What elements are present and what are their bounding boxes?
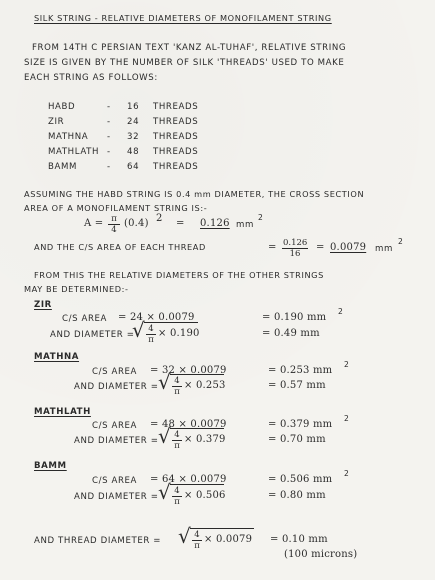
four-over-pi-fraction: [192, 530, 202, 551]
square-root-icon: √: [132, 318, 145, 342]
thread-diameter-result: = 0.10 mm: [270, 534, 328, 545]
area-label: C/S AREA: [92, 476, 138, 486]
square-root-icon: √: [158, 370, 171, 394]
fraction-denominator: π: [148, 335, 154, 345]
diameter-label: AND DIAMETER =: [74, 382, 159, 392]
string-threads: 48: [127, 147, 140, 157]
thread-area-result: 0.0079: [330, 242, 367, 253]
intro-line-3: EACH STRING AS FOLLOWS:: [24, 73, 158, 83]
fraction-denominator: π: [174, 441, 180, 451]
fraction-denominator: π: [174, 497, 180, 507]
thread-diameter-microns: (100 microns): [284, 549, 358, 560]
string-unit: THREADS: [153, 102, 199, 112]
string-name: MATHNA: [48, 132, 89, 142]
string-threads: 64: [127, 162, 140, 172]
area-expression: = 64 × 0.0079: [150, 474, 227, 485]
diameter-result: = 0.70 mm: [268, 434, 326, 445]
fraction-denominator: π: [174, 387, 180, 397]
area-label: C/S AREA: [62, 314, 108, 324]
four-over-pi-fraction: [172, 376, 182, 397]
thread-area-fraction: [282, 238, 308, 259]
fraction-numerator: 4: [146, 324, 156, 335]
area-expression: = 48 × 0.0079: [150, 419, 227, 430]
area-result: = 0.506 mm: [268, 474, 333, 485]
string-dash: -: [107, 102, 111, 112]
square-root-bar: [190, 528, 254, 529]
area-result-exponent: 2: [344, 414, 350, 423]
four-over-pi-fraction: [146, 324, 156, 345]
string-unit: THREADS: [153, 132, 199, 142]
area-result: = 0.379 mm: [268, 419, 333, 430]
assume-line-2: AREA OF A MONOFILAMENT STRING IS:-: [24, 203, 208, 213]
pi-over-4-fraction: [108, 214, 120, 235]
diameter-label: AND DIAMETER =: [50, 330, 135, 340]
string-name: BAMM: [48, 162, 78, 172]
fraction-numerator: 4: [172, 486, 182, 497]
area-label: C/S AREA: [92, 421, 138, 431]
string-name: ZIR: [48, 117, 65, 127]
square-root-icon: √: [158, 480, 171, 504]
from-this-line-1: FROM THIS THE RELATIVE DIAMETERS OF THE OTHER STRINGS: [34, 270, 324, 280]
from-this-line-2: MAY BE DETERMINED:-: [24, 284, 129, 294]
fraction-numerator: 0.126: [283, 238, 308, 248]
string-dash: -: [107, 117, 111, 127]
diameter-result: = 0.57 mm: [268, 380, 326, 391]
diameter-result: = 0.49 mm: [262, 328, 320, 339]
area-result: = 0.190 mm: [262, 312, 327, 323]
string-threads: 32: [127, 132, 140, 142]
string-name: HABD: [48, 102, 76, 112]
assume-line-1: ASSUMING THE HABD STRING IS 0.4 mm DIAMETER, THE CROSS SECTION: [24, 189, 365, 199]
string-dash: -: [107, 162, 111, 172]
area-result-exponent: 2: [344, 360, 350, 369]
intro-line-2: SIZE IS GIVEN BY THE NUMBER OF SILK 'THREADS' USED TO MAKE: [24, 58, 345, 68]
thread-area-text: AND THE C/S AREA OF EACH THREAD: [34, 242, 206, 252]
diameter-factor: × 0.506: [184, 490, 226, 501]
thread-diameter-factor: × 0.0079: [204, 534, 253, 545]
diameter-label: AND DIAMETER =: [74, 436, 159, 446]
square-root-bar: [170, 374, 224, 375]
string-name: MATHLATH: [48, 147, 100, 157]
string-dash: -: [107, 132, 111, 142]
area-result: = 0.253 mm: [268, 365, 333, 376]
fraction-numerator: 4: [192, 530, 202, 541]
diameter-factor: × 0.253: [184, 380, 226, 391]
equals-sign: =: [268, 242, 277, 253]
area-result-exponent: 2: [338, 307, 344, 316]
diameter-label: AND DIAMETER =: [74, 492, 159, 502]
area-label: C/S AREA: [92, 367, 138, 377]
fraction-denominator: 4: [111, 225, 117, 235]
thread-area-unit: mm: [375, 244, 393, 254]
area-expression: = 32 × 0.0079: [150, 365, 227, 376]
area-lhs: A =: [84, 218, 104, 229]
diameter-factor: × 0.379: [184, 434, 226, 445]
square-root-bar: [170, 428, 224, 429]
thread-diameter-label: AND THREAD DIAMETER =: [34, 536, 162, 546]
area-expression: = 24 × 0.0079: [118, 312, 195, 323]
section-heading: MATHLATH: [34, 407, 91, 417]
page-title: SILK STRING - RELATIVE DIAMETERS OF MONOFILAMENT STRING: [34, 13, 332, 23]
string-dash: -: [107, 147, 111, 157]
section-heading: MATHNA: [34, 352, 80, 362]
diameter-term: (0.4): [124, 218, 149, 229]
string-unit: THREADS: [153, 162, 199, 172]
section-heading: ZIR: [34, 300, 52, 310]
four-over-pi-fraction: [172, 486, 182, 507]
square-root-bar: [170, 484, 224, 485]
diameter-result: = 0.80 mm: [268, 490, 326, 501]
equals-sign: =: [176, 218, 185, 229]
section-heading: BAMM: [34, 461, 67, 471]
area-result: 0.126: [200, 218, 230, 229]
fraction-denominator: π: [194, 541, 200, 551]
intro-line-1: FROM 14TH C PERSIAN TEXT 'KANZ AL-TUHAF', RELATIVE STRING: [32, 43, 347, 53]
string-unit: THREADS: [153, 147, 199, 157]
string-threads: 24: [127, 117, 140, 127]
area-unit-exponent: 2: [258, 213, 264, 222]
fraction-numerator: 4: [172, 376, 182, 387]
square-root-bar: [144, 322, 198, 323]
fraction-denominator: 16: [289, 249, 301, 259]
thread-area-unit-exponent: 2: [398, 237, 404, 246]
diameter-factor: × 0.190: [158, 328, 200, 339]
four-over-pi-fraction: [172, 430, 182, 451]
string-threads: 16: [127, 102, 140, 112]
area-result-exponent: 2: [344, 469, 350, 478]
square-root-icon: √: [178, 524, 191, 548]
equals-sign: =: [316, 242, 325, 253]
string-unit: THREADS: [153, 117, 199, 127]
area-unit: mm: [236, 220, 254, 230]
square-root-icon: √: [158, 424, 171, 448]
squared-exponent: 2: [156, 213, 163, 224]
fraction-numerator: π: [108, 214, 120, 225]
fraction-numerator: 4: [172, 430, 182, 441]
